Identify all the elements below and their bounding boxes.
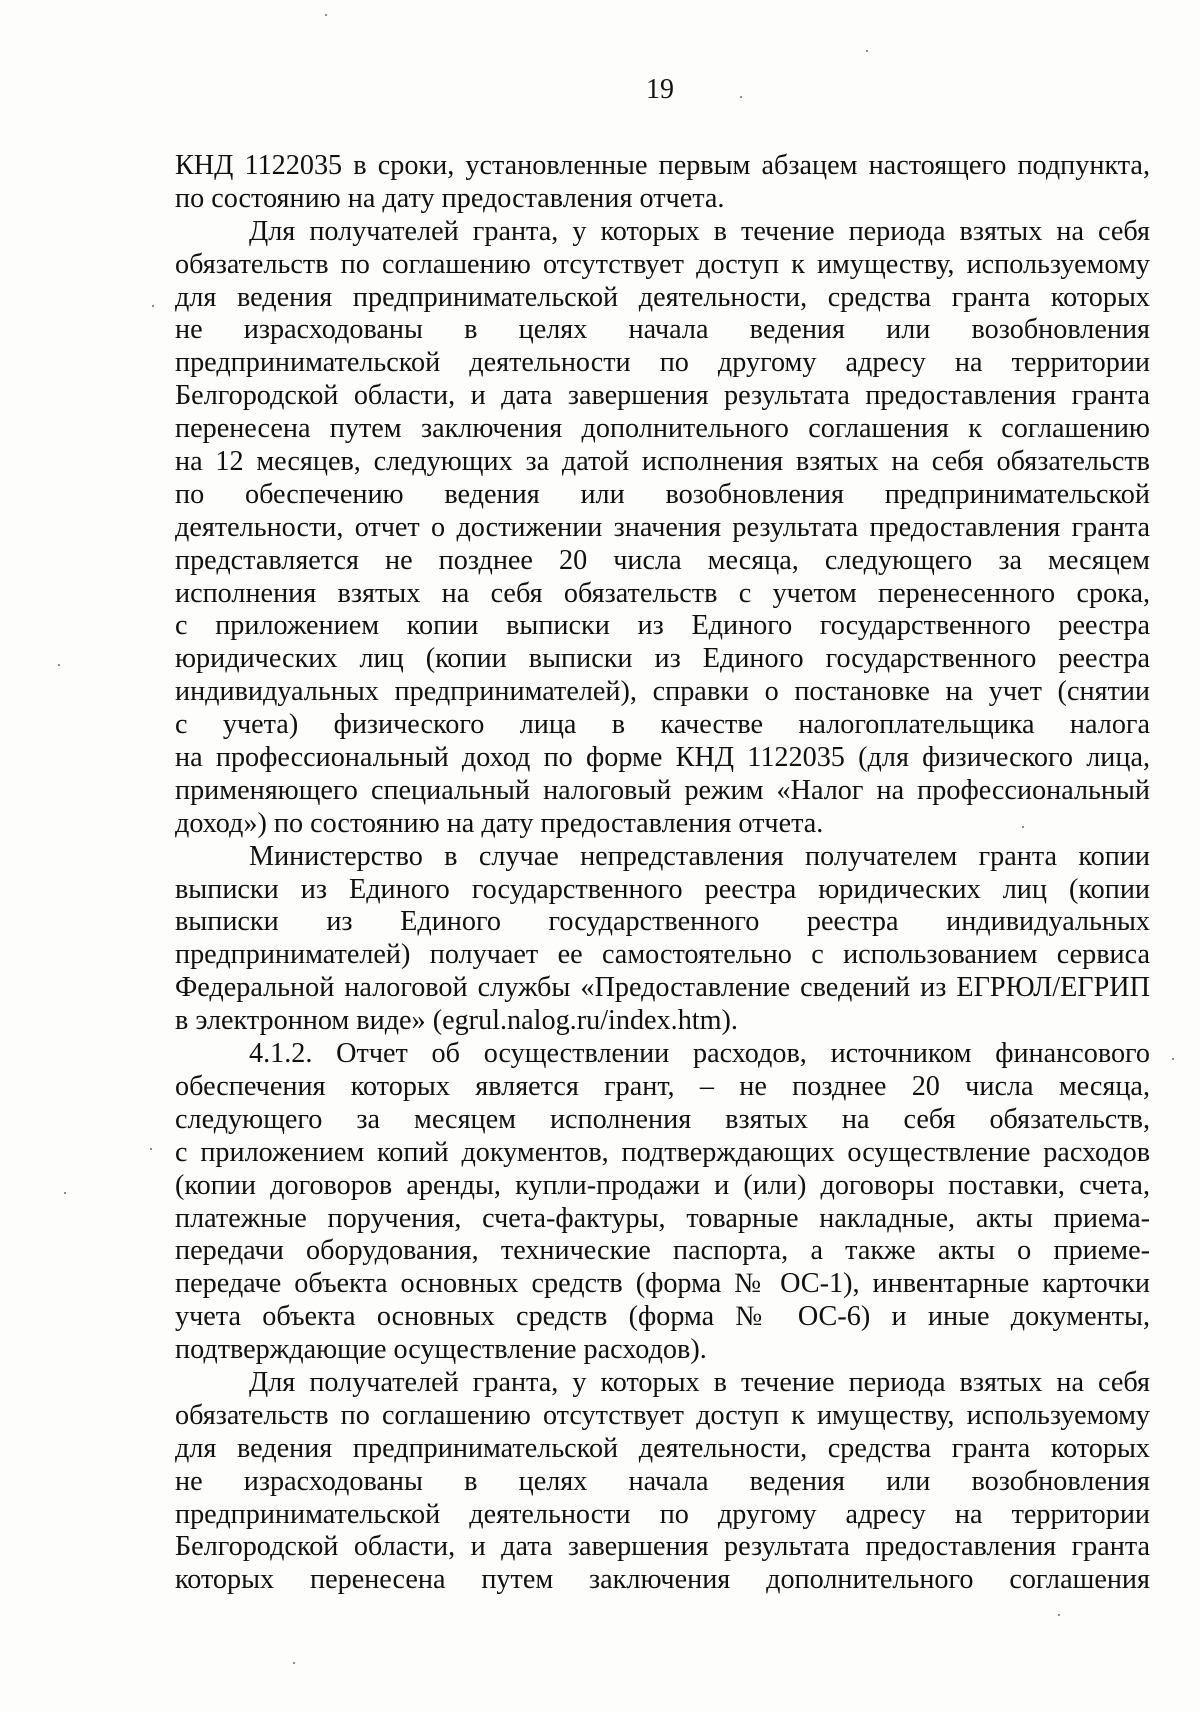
scan-speck — [58, 664, 60, 666]
scan-speck — [152, 305, 154, 307]
text-line: по обеспечению ведения или возобновления предпринимательской — [175, 478, 1150, 510]
text-line: выписки из Единого государственного реестра юридических лиц (копии — [175, 873, 1150, 905]
text-line: с учета) физического лица в качестве налогоплательщика налога — [175, 709, 1150, 741]
text-line: не израсходованы в целях начала ведения или возобновления — [175, 1465, 1150, 1497]
text-line: деятельности, отчет о достижении значения результата предоставления гранта — [175, 511, 1150, 543]
text-line: Министерство в случае непредставления получателем гранта копии — [249, 840, 1150, 872]
scan-speck — [64, 1192, 66, 1194]
text-line: предпринимательской деятельности по другому адресу на территории — [175, 1498, 1150, 1530]
text-line: КНД 1122035 в сроки, установленные первым абзацем настоящего подпункта, — [175, 150, 1150, 181]
text-line: следующего за месяцем исполнения взятых на себя обязательств, — [175, 1103, 1150, 1135]
text-line: 4.1.2. Отчет об осуществлении расходов, источником финансового — [249, 1038, 1150, 1070]
text-line: для ведения предпринимательской деятельности, средства гранта которых — [175, 1432, 1150, 1464]
text-line: индивидуальных предпринимателей), справки о постановке на учет (снятии — [175, 676, 1150, 708]
scan-speck — [325, 14, 327, 16]
text-line: Белгородской области, и дата завершения результата предоставления гранта — [175, 380, 1150, 412]
scan-speck — [293, 1662, 295, 1664]
page-number: 19 — [646, 74, 674, 105]
text-line: Федеральной налоговой службы «Предоставление сведений из ЕГРЮЛ/ЕГРИП — [175, 972, 1150, 1004]
text-line: перенесена путем заключения дополнительного соглашения к соглашению — [175, 413, 1150, 445]
scan-speck — [1022, 826, 1024, 828]
text-line: в электронном виде» (egrul.nalog.ru/index.htm). — [175, 1005, 738, 1037]
text-line: обязательств по соглашению отсутствует доступ к имуществу, используемому — [175, 248, 1150, 280]
text-line: предпринимателей) получает ее самостоятельно с использованием сервиса — [175, 939, 1150, 971]
text-line: (копии договоров аренды, купли-продажи и (или) договоры поставки, счета, — [175, 1169, 1150, 1201]
text-line: Для получателей гранта, у которых в течение периода взятых на себя — [249, 1366, 1150, 1398]
text-line: представляется не позднее 20 числа месяца, следующего за месяцем — [175, 544, 1150, 576]
text-line: для ведения предпринимательской деятельности, средства гранта которых — [175, 281, 1150, 313]
scan-speck — [1058, 1614, 1060, 1616]
text-line: предпринимательской деятельности по другому адресу на территории — [175, 347, 1150, 379]
text-line: подтверждающие осуществление расходов). — [175, 1334, 707, 1366]
text-line: на профессиональный доход по форме КНД 1122035 (для физического лица, — [175, 742, 1150, 774]
scan-speck — [866, 50, 868, 52]
text-line: Белгородской области, и дата завершения результата предоставления гранта — [175, 1531, 1150, 1563]
scan-speck — [150, 1148, 152, 1150]
text-line: на 12 месяцев, следующих за датой исполнения взятых на себя обязательств — [175, 446, 1150, 478]
text-line: по состоянию на дату предоставления отчета. — [175, 182, 725, 214]
text-line: выписки из Единого государственного реестра индивидуальных — [175, 906, 1150, 938]
text-line: юридических лиц (копии выписки из Единого государственного реестра — [175, 643, 1150, 675]
text-line: учета объекта основных средств (форма № ОС-6) и иные документы, — [175, 1301, 1150, 1333]
text-line: которых перенесена путем заключения дополнительного соглашения — [175, 1564, 1150, 1596]
scan-speck — [740, 96, 742, 98]
text-line: платежные поручения, счета-фактуры, товарные накладные, акты приема- — [175, 1202, 1150, 1234]
scan-speck — [1172, 1058, 1174, 1060]
text-line: передаче объекта основных средств (форма № ОС-1), инвентарные карточки — [175, 1268, 1150, 1300]
text-line: исполнения взятых на себя обязательств с учетом перенесенного срока, — [175, 577, 1150, 609]
text-line: обеспечения которых является грант, – не позднее 20 числа месяца, — [175, 1070, 1150, 1102]
text-line: Для получателей гранта, у которых в течение периода взятых на себя — [249, 215, 1150, 247]
text-line: с приложением копий документов, подтверждающих осуществление расходов — [175, 1136, 1150, 1168]
text-line: не израсходованы в целях начала ведения или возобновления — [175, 314, 1150, 346]
text-line: передачи оборудования, технические паспорта, а также акты о приеме- — [175, 1235, 1150, 1267]
text-line: применяющего специальный налоговый режим «Налог на профессиональный — [175, 774, 1150, 806]
text-line: доход») по состоянию на дату предоставления отчета. — [175, 807, 824, 839]
document-body — [175, 150, 1150, 1597]
text-line: с приложением копии выписки из Единого государственного реестра — [175, 610, 1150, 642]
text-line: обязательств по соглашению отсутствует доступ к имуществу, используемому — [175, 1399, 1150, 1431]
